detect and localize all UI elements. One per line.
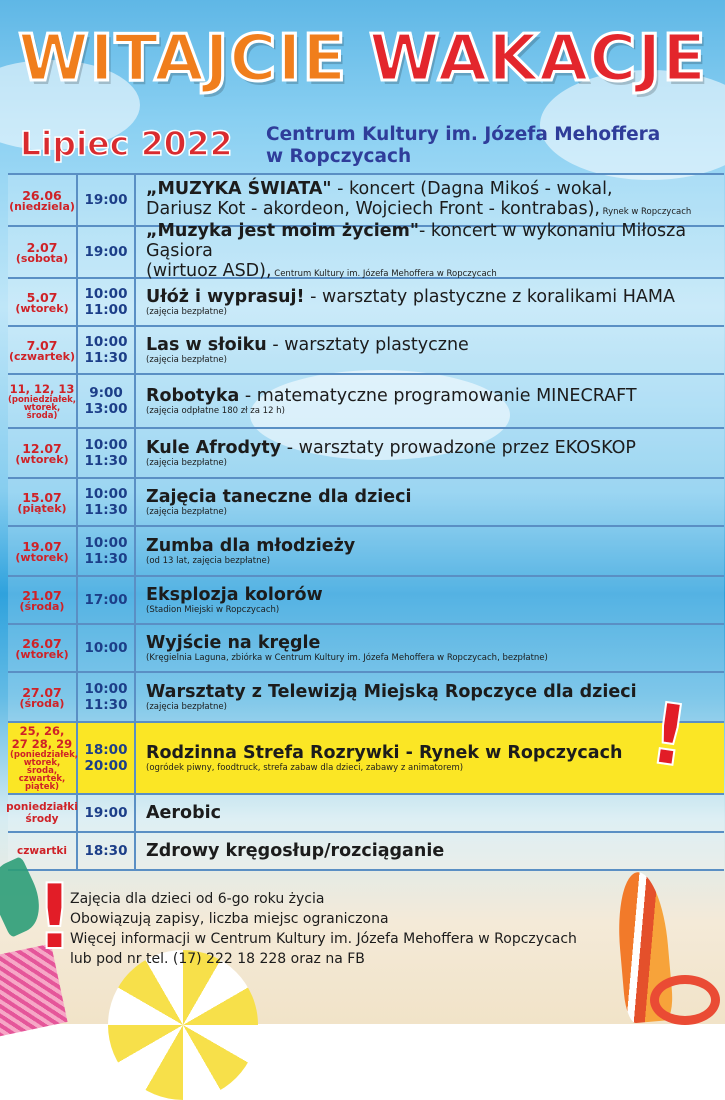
event-date: czwartki: [17, 844, 67, 857]
time-cell: [78, 375, 136, 427]
event-title: Kule Afrodyty: [146, 437, 282, 458]
table-row: [8, 795, 724, 833]
event-note: (ogródek piwny, foodtruck, strefa zabaw dla dzieci, zabawy z animatorem): [146, 762, 464, 773]
organizer-line-2: w Ropczycach: [266, 146, 412, 167]
beach-umbrella-decoration: [108, 950, 258, 1100]
event-weekday: (sobota): [15, 251, 69, 265]
event-time-end: 20:00: [84, 758, 128, 774]
event-date: 2.07: [26, 239, 58, 255]
event-time-start: 10:00: [84, 535, 128, 551]
event-title: Zajęcia taneczne dla dzieci: [146, 486, 412, 507]
event-cell: [136, 673, 724, 721]
event-time-start: 10:00: [84, 334, 128, 350]
table-row: [8, 220, 724, 281]
table-row: [8, 527, 724, 577]
event-title-rest: - matematyczne programowanie MINECRAFT: [239, 385, 637, 406]
time-cell: [78, 625, 136, 671]
event-time-start: 10:00: [84, 286, 128, 302]
event-cell: [136, 279, 724, 325]
event-time: 18:30: [84, 843, 128, 859]
time-cell: [78, 429, 136, 477]
event-note: (od 13 lat, zajęcia bezpłatne): [146, 555, 271, 566]
table-row: [8, 833, 724, 871]
event-time: 19:00: [84, 244, 128, 260]
event-title: Rodzinna Strefa Rozrywki - Rynek w Ropczycach: [146, 742, 623, 763]
organizer-name: [266, 124, 706, 168]
event-note: (zajęcia bezpłatne): [146, 457, 227, 468]
time-cell: [78, 175, 136, 225]
date-cell: [8, 429, 78, 477]
date-cell: [8, 375, 78, 427]
event-date: poniedziałki środy: [6, 801, 78, 825]
event-note: (zajęcia bezpłatne): [146, 701, 227, 712]
event-time-start: 10:00: [84, 681, 128, 697]
event-title: Wyjście na kręgle: [146, 632, 321, 653]
event-time-start: 10:00: [84, 437, 128, 453]
event-note: (zajęcia bezpłatne): [146, 354, 227, 365]
title-word-2: WAKACJE: [369, 22, 707, 96]
event-cell: [136, 175, 724, 225]
event-date: 11, 12, 13: [9, 381, 75, 396]
event-note: (zajęcia bezpłatne): [146, 506, 227, 517]
event-weekday: (poniedziałek, wtorek, środa): [7, 394, 77, 421]
time-cell: [78, 795, 136, 831]
swim-ring-decoration: [650, 975, 720, 1025]
time-cell: [78, 673, 136, 721]
table-row: [8, 375, 724, 429]
event-weekday: (piątek): [17, 501, 67, 515]
event-time: 17:00: [84, 592, 128, 608]
event-time-end: 11:30: [84, 551, 128, 567]
event-time-end: 11:30: [84, 697, 128, 713]
event-date: 5.07: [26, 289, 58, 305]
event-title-rest: - koncert w wykonaniu Miłosza Gąsiora: [146, 220, 687, 261]
title-word-1: WITAJCIE: [18, 22, 348, 96]
event-cell: [136, 375, 724, 427]
date-cell: [8, 479, 78, 525]
organizer-line-1: Centrum Kultury im. Józefa Mehoffera: [266, 124, 661, 145]
event-cell: [136, 479, 724, 525]
event-time: 10:00: [84, 640, 128, 656]
event-title: Warsztaty z Telewizją Miejską Ropczyce dla dzieci: [146, 681, 637, 702]
event-time-start: 18:00: [84, 742, 128, 758]
table-row: [8, 175, 724, 227]
time-cell: [78, 723, 136, 793]
event-title: Zumba dla młodzieży: [146, 535, 356, 556]
event-line-2: (wirtuoz ASD),: [146, 260, 272, 281]
exclamation-mark-right: !: [643, 683, 695, 787]
date-cell: [8, 279, 78, 325]
time-cell: [78, 833, 136, 869]
event-cell: [136, 577, 724, 623]
event-time-end: 11:30: [84, 453, 128, 469]
event-cell: [136, 795, 724, 831]
event-time-end: 11:30: [84, 350, 128, 366]
event-title-rest: - koncert (Dagna Mikoś - wokal,: [331, 178, 613, 199]
date-cell: [8, 795, 78, 831]
table-row: [8, 279, 724, 327]
footer-line: Więcej informacji w Centrum Kultury im. Józefa Mehoffera w Ropczycach: [70, 931, 577, 947]
table-row: [8, 625, 724, 673]
poster-title: [0, 22, 725, 96]
event-cell: [136, 833, 724, 869]
date-cell: [8, 227, 78, 277]
event-cell: [136, 220, 724, 281]
date-cell: [8, 673, 78, 721]
event-cell: [136, 723, 724, 793]
event-title: „MUZYKA ŚWIATA": [146, 178, 332, 199]
date-cell: [8, 625, 78, 671]
event-note: (Kręgielnia Laguna, zbiórka w Centrum Kultury im. Józefa Mehoffera w Ropczycach, bezpłatne): [146, 652, 548, 663]
date-cell: [8, 327, 78, 373]
event-weekday: (niedziela): [9, 199, 75, 213]
event-title-rest: - warsztaty plastyczne z koralikami HAMA: [304, 286, 675, 307]
event-cell: [136, 429, 724, 477]
event-cell: [136, 327, 724, 373]
event-title: Ułóż i wyprasuj!: [146, 286, 305, 307]
event-date: 15.07: [22, 489, 62, 505]
time-cell: [78, 327, 136, 373]
event-date: 7.07: [26, 337, 58, 353]
event-weekday: (środa): [19, 599, 65, 613]
table-row-highlighted: [8, 723, 724, 795]
event-location: Centrum Kultury im. Józefa Mehoffera w Ropczycach: [271, 268, 497, 279]
footer-line: lub pod nr tel. (17) 222 18 228 oraz na FB: [70, 951, 365, 967]
event-weekday: (wtorek): [15, 550, 69, 564]
table-row: [8, 479, 724, 527]
event-cell: [136, 527, 724, 575]
event-title: Robotyka: [146, 385, 240, 406]
time-cell: [78, 479, 136, 525]
month-label: Lipiec 2022: [20, 124, 233, 163]
date-cell: [8, 175, 78, 225]
event-weekday: (środa): [19, 696, 65, 710]
event-date: 19.07: [22, 538, 62, 554]
event-location: Rynek w Ropczycach: [599, 206, 692, 217]
schedule-table: [8, 173, 724, 871]
footer-line: Zajęcia dla dzieci od 6-go roku życia: [70, 891, 325, 907]
event-weekday: (wtorek): [15, 647, 69, 661]
table-row: [8, 429, 724, 479]
event-time-start: 10:00: [84, 486, 128, 502]
time-cell: [78, 527, 136, 575]
event-weekday: (czwartek): [8, 349, 76, 363]
event-cell: [136, 625, 724, 671]
date-cell: [8, 527, 78, 575]
footer-notes: [70, 889, 670, 969]
event-title-rest: - warsztaty prowadzone przez EKOSKOP: [281, 437, 636, 458]
event-title: Aerobic: [146, 803, 221, 823]
event-line-2: Dariusz Kot - akordeon, Wojciech Front - kontrabas),: [146, 198, 600, 219]
event-title-rest: - warsztaty plastyczne: [266, 334, 469, 355]
event-date: 26.06: [22, 187, 62, 203]
event-date: 12.07: [22, 440, 62, 456]
table-row: [8, 577, 724, 625]
event-date: 27.07: [22, 684, 62, 700]
event-time: 19:00: [84, 805, 128, 821]
event-time-end: 11:00: [84, 302, 128, 318]
event-title: Las w słoiku: [146, 334, 267, 355]
event-weekday: (wtorek): [15, 452, 69, 466]
time-cell: [78, 577, 136, 623]
time-cell: [78, 227, 136, 277]
event-note: (Stadion Miejski w Ropczycach): [146, 604, 280, 615]
event-title: Eksplozja kolorów: [146, 584, 323, 605]
exclamation-mark-left: !: [34, 865, 76, 970]
event-time-end: 13:00: [84, 401, 128, 417]
event-title: Zdrowy kręgosłup/rozciąganie: [146, 841, 445, 861]
footer-line: Obowiązują zapisy, liczba miejsc ograniczona: [70, 911, 389, 927]
table-row: [8, 673, 724, 723]
event-title: „Muzyka jest moim życiem": [146, 220, 420, 241]
date-cell: [8, 577, 78, 623]
time-cell: [78, 279, 136, 325]
date-cell: [8, 723, 78, 793]
event-date: 21.07: [22, 587, 62, 603]
table-row: [8, 327, 724, 375]
event-note: (zajęcia bezpłatne): [146, 306, 227, 317]
event-date: 26.07: [22, 635, 62, 651]
event-note: (zajęcia odpłatne 180 zł za 12 h): [146, 405, 285, 416]
event-date: 25, 26, 27 28, 29: [11, 724, 73, 751]
event-time-end: 11:30: [84, 502, 128, 518]
event-time: 19:00: [84, 192, 128, 208]
event-weekday: (poniedziałek, wtorek, środa, czwartek, piątek): [10, 750, 79, 792]
event-weekday: (wtorek): [15, 301, 69, 315]
event-time-start: 9:00: [89, 385, 123, 401]
